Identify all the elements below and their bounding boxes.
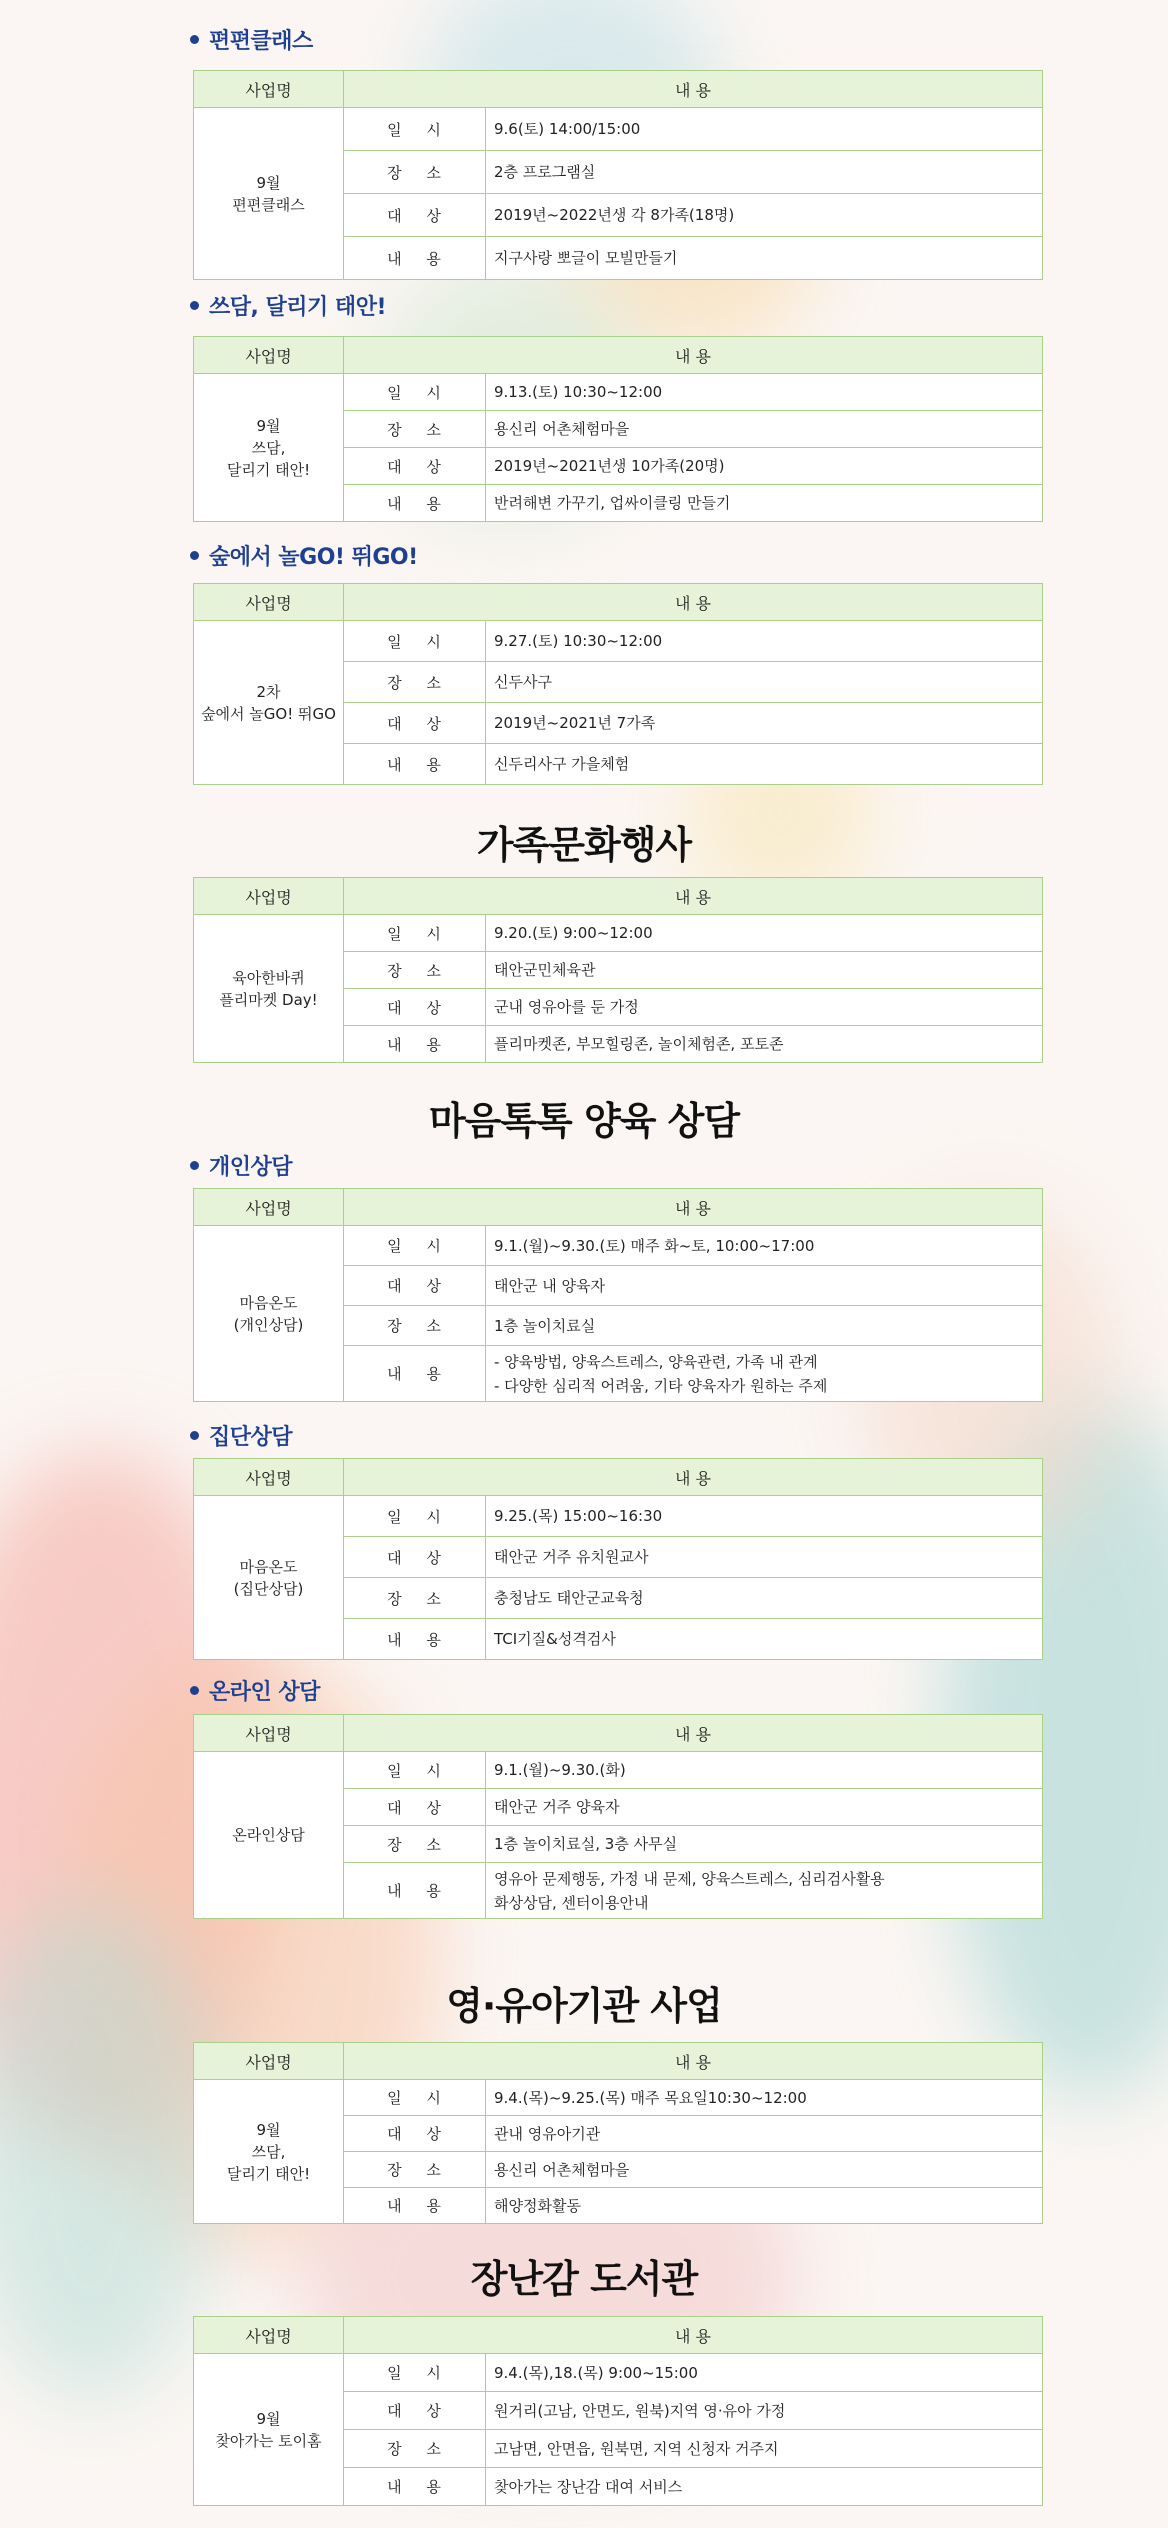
row-label: 내 용 — [344, 2188, 486, 2224]
header-business-name: 사업명 — [194, 337, 344, 374]
row-label: 대 상 — [344, 1789, 486, 1826]
row-label: 장 소 — [344, 1826, 486, 1863]
section-heading-text: 온라인 상담 — [209, 1680, 320, 1705]
section-heading-online — [190, 1675, 320, 1706]
header-content: 내 용 — [344, 1715, 1043, 1752]
business-name-cell: 마음온도 (개인상담) — [194, 1226, 344, 1402]
row-value: 9.4.(목)~9.25.(목) 매주 목요일10:30~12:00 — [486, 2080, 1043, 2116]
row-label: 장 소 — [344, 1306, 486, 1346]
section-heading-sseudam — [190, 290, 386, 321]
header-business-name: 사업명 — [194, 2043, 344, 2080]
row-label: 장 소 — [344, 2152, 486, 2188]
row-label: 일 시 — [344, 915, 486, 952]
row-label: 장 소 — [344, 1578, 486, 1619]
row-value: 충청남도 태안군교육청 — [486, 1578, 1043, 1619]
section-heading-pyeonpyeon — [190, 24, 313, 55]
row-value: 태안군민체육관 — [486, 952, 1043, 989]
row-label: 일 시 — [344, 1752, 486, 1789]
row-label: 대 상 — [344, 703, 486, 744]
row-value: 2019년~2021년 7가족 — [486, 703, 1043, 744]
row-value: 용신리 어촌체험마을 — [486, 411, 1043, 448]
program-table-sseudam — [193, 336, 1043, 522]
bullet-dot-icon — [190, 1431, 199, 1440]
section-heading-text: 개인상담 — [209, 1155, 293, 1180]
row-label: 일 시 — [344, 374, 486, 411]
header-business-name: 사업명 — [194, 878, 344, 915]
header-content: 내 용 — [344, 71, 1043, 108]
row-value: 1층 놀이치료실 — [486, 1306, 1043, 1346]
row-label: 일 시 — [344, 2080, 486, 2116]
row-value: 9.1.(월)~9.30.(토) 매주 화~토, 10:00~17:00 — [486, 1226, 1043, 1266]
business-name-cell: 9월 쓰담, 달리기 태안! — [194, 374, 344, 522]
program-table-family-culture — [193, 877, 1043, 1063]
row-value: - 양육방법, 양육스트레스, 양육관련, 가족 내 관계 - 다양한 심리적 어려움, 기타 양육자가 원하는 주제 — [486, 1346, 1043, 1402]
header-business-name: 사업명 — [194, 1189, 344, 1226]
header-business-name: 사업명 — [194, 1459, 344, 1496]
row-label: 장 소 — [344, 662, 486, 703]
header-business-name: 사업명 — [194, 584, 344, 621]
header-business-name: 사업명 — [194, 1715, 344, 1752]
row-value: 2019년~2022년생 각 8가족(18명) — [486, 194, 1043, 237]
row-label: 장 소 — [344, 952, 486, 989]
row-label: 내 용 — [344, 1619, 486, 1660]
section-heading-forest — [190, 540, 418, 571]
row-value: 9.27.(토) 10:30~12:00 — [486, 621, 1043, 662]
row-value: TCI기질&성격검사 — [486, 1619, 1043, 1660]
row-label: 대 상 — [344, 989, 486, 1026]
row-label: 내 용 — [344, 1026, 486, 1063]
row-value: 태안군 내 양육자 — [486, 1266, 1043, 1306]
row-value: 9.6(토) 14:00/15:00 — [486, 108, 1043, 151]
row-value: 군내 영유아를 둔 가정 — [486, 989, 1043, 1026]
row-value: 플리마켓존, 부모힐링존, 놀이체험존, 포토존 — [486, 1026, 1043, 1063]
bullet-dot-icon — [190, 35, 199, 44]
row-value: 지구사랑 뽀글이 모빌만들기 — [486, 237, 1043, 280]
program-table-individual — [193, 1188, 1043, 1402]
row-value: 태안군 거주 양육자 — [486, 1789, 1043, 1826]
row-label: 대 상 — [344, 2392, 486, 2430]
bullet-dot-icon — [190, 1686, 199, 1695]
row-value: 9.13.(토) 10:30~12:00 — [486, 374, 1043, 411]
row-value: 9.25.(목) 15:00~16:30 — [486, 1496, 1043, 1537]
bullet-dot-icon — [190, 301, 199, 310]
row-value: 고남면, 안면읍, 원북면, 지역 신청자 거주지 — [486, 2430, 1043, 2468]
row-label: 일 시 — [344, 2354, 486, 2392]
row-value: 원거리(고남, 안면도, 원북)지역 영·유아 가정 — [486, 2392, 1043, 2430]
row-label: 대 상 — [344, 1266, 486, 1306]
row-label: 일 시 — [344, 621, 486, 662]
row-label: 장 소 — [344, 411, 486, 448]
row-label: 대 상 — [344, 1537, 486, 1578]
bullet-dot-icon — [190, 1161, 199, 1170]
program-table-online — [193, 1714, 1043, 1919]
header-content: 내 용 — [344, 584, 1043, 621]
business-name-cell: 9월 쓰담, 달리기 태안! — [194, 2080, 344, 2224]
header-content: 내 용 — [344, 1189, 1043, 1226]
program-table-pyeonpyeon — [193, 70, 1043, 280]
section-heading-text: 쓰담, 달리기 태안! — [209, 295, 386, 320]
section-heading-text: 숲에서 놀GO! 뛰GO! — [209, 545, 418, 570]
row-value: 9.4.(목),18.(목) 9:00~15:00 — [486, 2354, 1043, 2392]
row-value: 9.20.(토) 9:00~12:00 — [486, 915, 1043, 952]
business-name-cell: 2차 숲에서 놀GO! 뛰GO — [194, 621, 344, 785]
row-value: 용신리 어촌체험마을 — [486, 2152, 1043, 2188]
row-value: 영유아 문제행동, 가정 내 문제, 양육스트레스, 심리검사활용 화상상담, 센터이용안내 — [486, 1863, 1043, 1919]
row-value: 9.1.(월)~9.30.(화) — [486, 1752, 1043, 1789]
header-content: 내 용 — [344, 2043, 1043, 2080]
row-value: 2019년~2021년생 10가족(20명) — [486, 448, 1043, 485]
row-label: 내 용 — [344, 744, 486, 785]
row-value: 1층 놀이치료실, 3층 사무실 — [486, 1826, 1043, 1863]
business-name-cell: 온라인상담 — [194, 1752, 344, 1919]
row-label: 장 소 — [344, 2430, 486, 2468]
row-label: 대 상 — [344, 2116, 486, 2152]
section-heading-text: 편편클래스 — [209, 29, 313, 54]
section-title-parenting-counsel: 마음톡톡 양육 상담 — [428, 1099, 740, 1143]
business-name-cell: 육아한바퀴 플리마켓 Day! — [194, 915, 344, 1063]
row-label: 대 상 — [344, 194, 486, 237]
business-name-cell: 마음온도 (집단상담) — [194, 1496, 344, 1660]
header-content: 내 용 — [344, 2317, 1043, 2354]
program-table-infant-institution — [193, 2042, 1043, 2224]
section-title-family-culture: 가족문화행사 — [476, 823, 692, 867]
header-content: 내 용 — [344, 1459, 1043, 1496]
header-business-name: 사업명 — [194, 2317, 344, 2354]
section-heading-individual — [190, 1150, 292, 1181]
header-content: 내 용 — [344, 337, 1043, 374]
row-value: 해양정화활동 — [486, 2188, 1043, 2224]
row-label: 내 용 — [344, 485, 486, 522]
row-label: 일 시 — [344, 108, 486, 151]
row-label: 내 용 — [344, 1863, 486, 1919]
section-title-toy-library: 장난감 도서관 — [470, 2257, 698, 2301]
row-label: 내 용 — [344, 1346, 486, 1402]
header-content: 내 용 — [344, 878, 1043, 915]
row-value: 2층 프로그램실 — [486, 151, 1043, 194]
section-heading-group — [190, 1420, 292, 1451]
row-label: 일 시 — [344, 1496, 486, 1537]
header-business-name: 사업명 — [194, 71, 344, 108]
row-label: 일 시 — [344, 1226, 486, 1266]
business-name-cell: 9월 편편클래스 — [194, 108, 344, 280]
row-label: 장 소 — [344, 151, 486, 194]
section-heading-text: 집단상담 — [209, 1425, 293, 1450]
row-value: 반려해변 가꾸기, 업싸이클링 만들기 — [486, 485, 1043, 522]
row-value: 신두사구 — [486, 662, 1043, 703]
row-label: 내 용 — [344, 2468, 486, 2506]
row-value: 관내 영유아기관 — [486, 2116, 1043, 2152]
program-table-forest — [193, 583, 1043, 785]
program-table-toy-library — [193, 2316, 1043, 2506]
row-value: 찾아가는 장난감 대여 서비스 — [486, 2468, 1043, 2506]
bullet-dot-icon — [190, 551, 199, 560]
section-title-infant-institution: 영·유아기관 사업 — [446, 1984, 722, 2028]
row-label: 내 용 — [344, 237, 486, 280]
business-name-cell: 9월 찾아가는 토이홈 — [194, 2354, 344, 2506]
row-value: 태안군 거주 유치원교사 — [486, 1537, 1043, 1578]
program-table-group — [193, 1458, 1043, 1660]
row-label: 대 상 — [344, 448, 486, 485]
row-value: 신두리사구 가을체험 — [486, 744, 1043, 785]
